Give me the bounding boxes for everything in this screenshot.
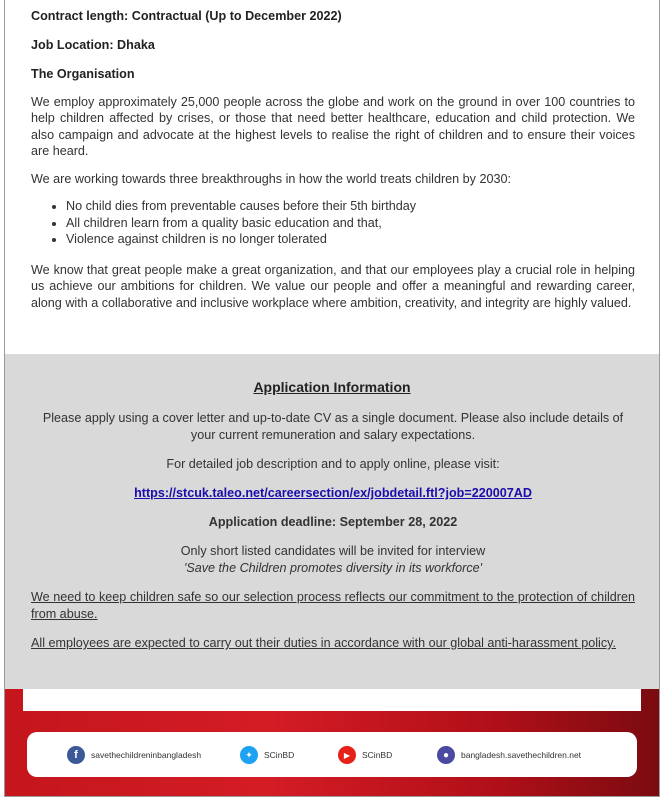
- application-link[interactable]: https://stcuk.taleo.net/careersection/ex/jobdetail.ftl?job=220007AD: [134, 486, 532, 500]
- youtube-link[interactable]: [338, 746, 392, 764]
- twitter-label: SCinBD: [264, 750, 295, 760]
- website-link[interactable]: [437, 746, 581, 764]
- visit-text: For detailed job description and to apply online, please visit:: [166, 457, 500, 471]
- diversity-statement: 'Save the Children promotes diversity in its workforce': [183, 561, 483, 575]
- contract-length: Contract length: Contractual (Up to December 2022): [31, 9, 342, 23]
- job-details: [31, 8, 635, 311]
- organisation-intro: We employ approximately 25,000 people across the globe and work on the ground in over 100 countries to help children affected by crises, or those that need better healthcare, education and child protection. We also campaign and advocate at the highest levels to realise the right of children and to ensure their voices are heard.: [31, 94, 635, 158]
- facebook-link[interactable]: [67, 746, 201, 764]
- safeguarding-statement: We need to keep children safe so our selection process reflects our commitment to the protection of children from abuse.: [31, 590, 635, 621]
- breakthroughs-list: [66, 198, 635, 248]
- footer-band: [5, 689, 659, 796]
- harassment-statement: All employees are expected to carry out their duties in accordance with our global anti-harassment policy.: [31, 636, 616, 650]
- application-instructions: Please apply using a cover letter and up-to-date CV as a single document. Please also include details of your current remuneration and salary expectations.: [42, 411, 624, 442]
- application-title: Application Information: [253, 379, 411, 395]
- website-label: bangladesh.savethechildren.net: [461, 750, 582, 760]
- job-advertisement: [4, 0, 660, 797]
- people-paragraph: We know that great people make a great organization, and that our employees play a crucial role in helping us achieve our ambitions for children. We value our people and offer a meaningful and rewarding career, along with a collaborative and inclusive workplace where ambition, creativity, and integrity are highly valued.: [31, 262, 635, 310]
- youtube-icon: ▶: [338, 746, 356, 764]
- footer-spacer: [23, 689, 641, 711]
- globe-icon: ●: [437, 746, 455, 764]
- list-item: • All children learn from a quality basic education and that,: [66, 215, 635, 232]
- organisation-heading: The Organisation: [31, 67, 135, 81]
- shortlist-note: Only short listed candidates will be invited for interview: [180, 544, 486, 558]
- facebook-icon: f: [67, 746, 85, 764]
- facebook-label: savethechildreninbangladesh: [91, 750, 202, 760]
- list-item: • Violence against children is no longer tolerated: [66, 231, 635, 248]
- social-bar: [27, 732, 637, 777]
- twitter-icon: ✦: [240, 746, 258, 764]
- list-item: • No child dies from preventable causes before their 5th birthday: [66, 198, 635, 215]
- twitter-link[interactable]: [240, 746, 294, 764]
- breakthroughs-intro: We are working towards three breakthroughs in how the world treats children by 2030:: [31, 171, 511, 186]
- youtube-label: SCinBD: [362, 750, 393, 760]
- application-panel: [5, 354, 659, 689]
- application-deadline: Application deadline: September 28, 2022: [208, 515, 458, 529]
- job-location: Job Location: Dhaka: [31, 38, 155, 52]
